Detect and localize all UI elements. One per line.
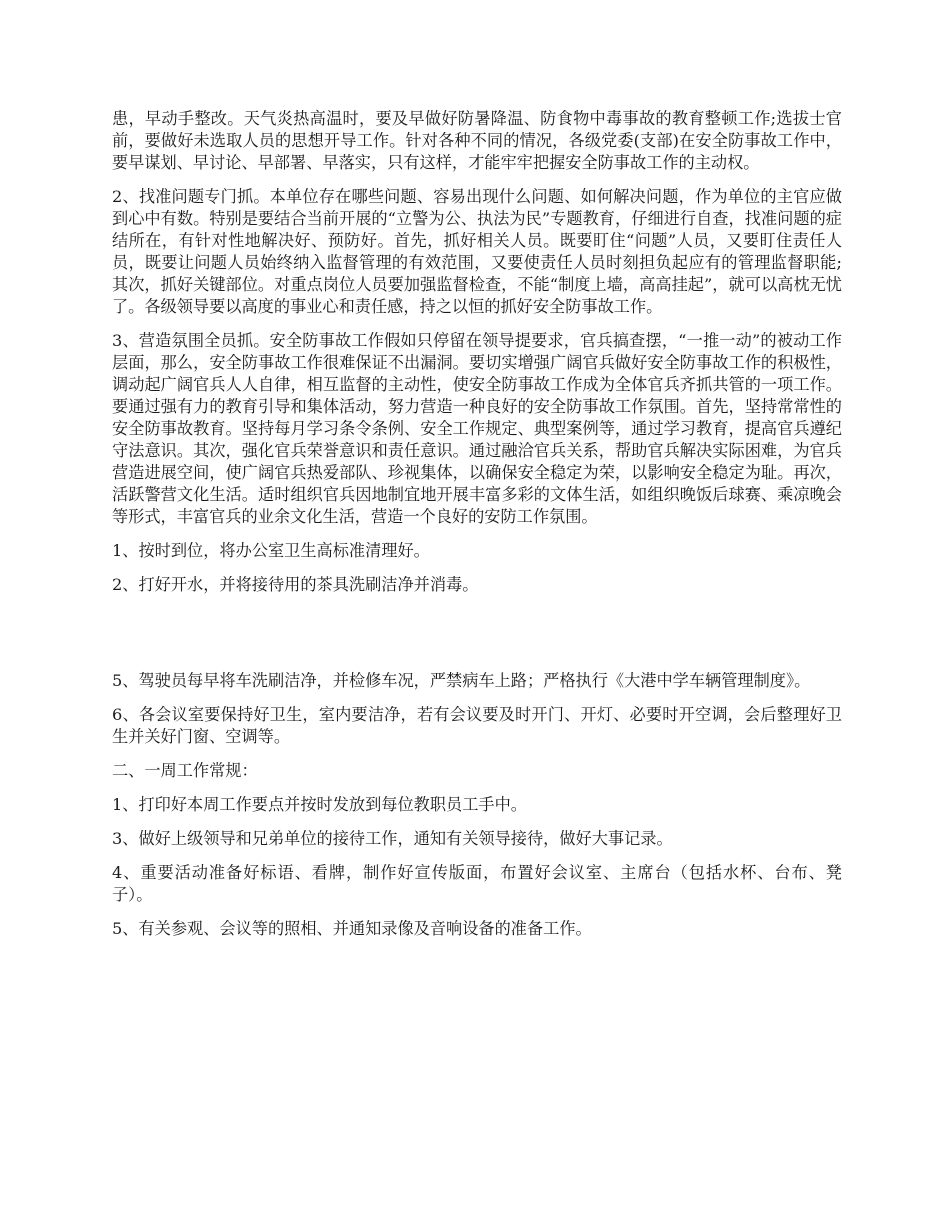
section-heading-weekly: 二、一周工作常规： bbox=[112, 761, 258, 780]
list-item-photo-av: 5、有关参观、会议等的照相、并通知录像及音响设备的准备工作。 bbox=[112, 919, 592, 938]
list-item-reception: 3、做好上级领导和兄弟单位的接待工作，通知有关领导接待，做好大事记录。 bbox=[112, 829, 673, 848]
list-item-driver: 5、驾驶员每早将车洗刷洁净，并检修车况，严禁病车上路；严格执行《大港中学车辆管理制度》。 bbox=[112, 671, 811, 690]
list-item-weekly-print: 1、打印好本周工作要点并按时发放到每位教职员工手中。 bbox=[112, 795, 527, 814]
list-item-office-cleaning: 1、按时到位，将办公室卫生高标准清理好。 bbox=[112, 541, 430, 560]
paragraph-atmosphere: 3、营造氛围全员抓。安全防事故工作假如只停留在领导提要求，官兵搞查摆，“一推一动”的被动工作层面，那么，安全防事故工作很难保证不出漏洞。要切实增强广阔官兵做好安全防事故工作的积极性，调动起广阔官兵人人自律，相互监督的主动性，使安全防事故工作成为全体官兵齐抓共管的一项工作。要通过强有力的教育引导和集体活动，努力营造一种良好的安全防事故工作氛围。首先，坚持常常性的安全防事故教育。坚持每月学习条令条例、安全工作规定、典型案例等，通过学习教育，提高官兵遵纪守法意识。其次，强化官兵荣誉意识和责任意识。通过融洽官兵关系，帮助官兵解决实际困难，为官兵营造进展空间，使广阔官兵热爱部队、珍视集体，以确保安全稳定为荣，以影响安全稳定为耻。再次，活跃警营文化生活。适时组织官兵因地制宜地开展丰富多彩的文体生活，如组织晚饭后球赛、乘凉晚会等形式，丰富官兵的业余文化生活，营造一个良好的安防工作氛围。 bbox=[112, 331, 842, 526]
list-item-event-prep: 4、重要活动准备好标语、看牌，制作好宣传版面，布置好会议室、主席台（包括水杯、台布、凳子）。 bbox=[112, 863, 842, 904]
list-item-tea-set: 2、打好开水，并将接待用的茶具洗刷洁净并消毒。 bbox=[112, 575, 479, 594]
paragraph-problem-focus: 2、找准问题专门抓。本单位存在哪些问题、容易出现什么问题、如何解决问题，作为单位的主官应做到心中有数。特别是要结合当前开展的“立警为公、执法为民”专题教育，仔细进行自查，找准问题的症结所在，有针对性地解决好、预防好。首先，抓好相关人员。既要盯住“问题”人员，又要盯住责任人员，既要让问题人员始终纳入监督管理的有效范围，又要使责任人员时刻担负起应有的管理监督职能;其次，抓好关键部位。对重点岗位人员要加强监督检查，不能“制度上墙，高高挂起”，就可以高枕无忧了。各级领导要以高度的事业心和责任感，持之以恒的抓好安全防事故工作。 bbox=[112, 187, 842, 316]
document-page bbox=[112, 108, 842, 940]
list-item-meeting-room: 6、各会议室要保持好卫生，室内要洁净，若有会议要及时开门、开灯、必要时开空调，会后整理好卫生并关好门窗、空调等。 bbox=[112, 705, 842, 746]
paragraph-safety-planning: 患，早动手整改。天气炎热高温时，要及早做好防暑降温、防食物中毒事故的教育整顿工作;选拔士官前，要做好未选取人员的思想开导工作。针对各种不同的情况，各级党委(支部)在安全防事故工作中，要早谋划、早讨论、早部署、早落实，只有这样，才能牢牢把握安全防事故工作的主动权。 bbox=[112, 109, 842, 172]
